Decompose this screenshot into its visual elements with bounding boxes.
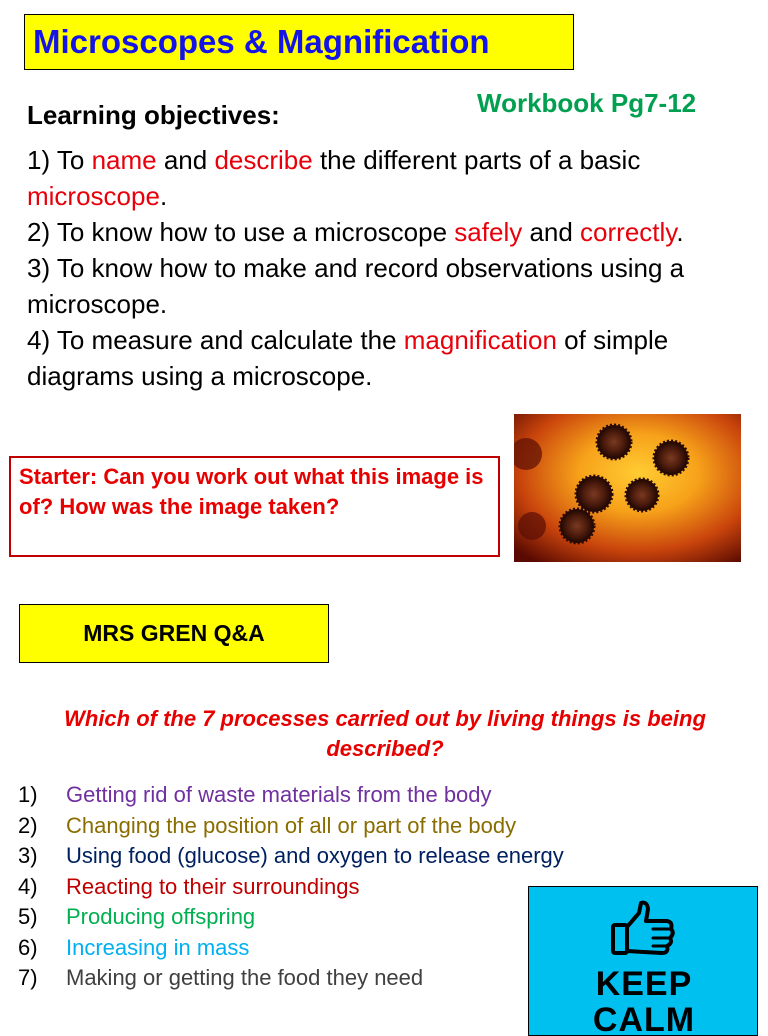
process-description: Getting rid of waste materials from the body <box>66 782 492 807</box>
objective-text: 2) To know how to use a microscope <box>27 217 455 247</box>
objective-3: 3) To know how to make and record observations using a microscope. <box>27 253 685 319</box>
processes-question: Which of the 7 processes carried out by living things is being described? <box>64 706 706 761</box>
process-description: Increasing in mass <box>66 934 250 960</box>
objective-text: and <box>522 217 581 247</box>
list-number: 4) <box>18 873 38 899</box>
objective-text: 4) To measure and calculate the <box>27 325 404 355</box>
page-title: Microscopes & Magnification <box>24 14 574 70</box>
keyword: correctly <box>580 217 677 247</box>
objectives-heading: Learning objectives: <box>27 100 280 130</box>
objective-4 <box>27 322 757 394</box>
list-item <box>18 841 698 872</box>
process-description: Reacting to their surroundings <box>66 873 360 899</box>
keyword: describe <box>214 145 313 175</box>
mrs-gren-qa-box: MRS GREN Q&A <box>19 604 329 663</box>
list-number: 7) <box>18 965 38 990</box>
list-item <box>18 811 698 842</box>
objective-text: the different parts of a basic <box>312 145 641 175</box>
keep-calm-line-1: KEEP <box>595 965 693 1003</box>
list-number: 6) <box>18 934 38 960</box>
thumbs-up-icon <box>609 899 677 957</box>
list-number: 3) <box>18 843 38 868</box>
virus-micrograph-icon <box>514 414 741 562</box>
virus-micrograph-image <box>514 414 741 562</box>
starter-question-box: Starter: Can you work out what this image is of? How was the image taken? <box>9 456 500 557</box>
list-number: 5) <box>18 904 38 929</box>
objective-text: . <box>159 181 168 211</box>
objective-text: and <box>156 145 215 175</box>
keyword: microscope <box>27 181 160 211</box>
objective-1 <box>27 142 757 214</box>
list-item <box>18 780 698 811</box>
keep-calm-line-2: CALM <box>592 1001 696 1036</box>
objective-text: . <box>676 217 684 247</box>
process-description: Producing offspring <box>66 904 256 929</box>
process-description: Making or getting the food they need <box>66 965 424 990</box>
keyword: magnification <box>403 325 557 355</box>
objective-text: 1) To <box>27 145 92 175</box>
objective-text: of simple diagrams using a microscope. <box>27 325 669 391</box>
objective-2 <box>27 214 757 250</box>
keyword: safely <box>454 217 523 247</box>
workbook-reference: Workbook Pg7-12 <box>477 88 697 118</box>
list-number: 1) <box>18 782 38 807</box>
process-description: Using food (glucose) and oxygen to release energy <box>66 843 564 868</box>
keep-calm-poster <box>528 886 758 1036</box>
list-number: 2) <box>18 812 38 838</box>
keyword: name <box>91 145 157 175</box>
process-description: Changing the position of all or part of the body <box>66 812 517 838</box>
objectives-list <box>27 142 757 394</box>
